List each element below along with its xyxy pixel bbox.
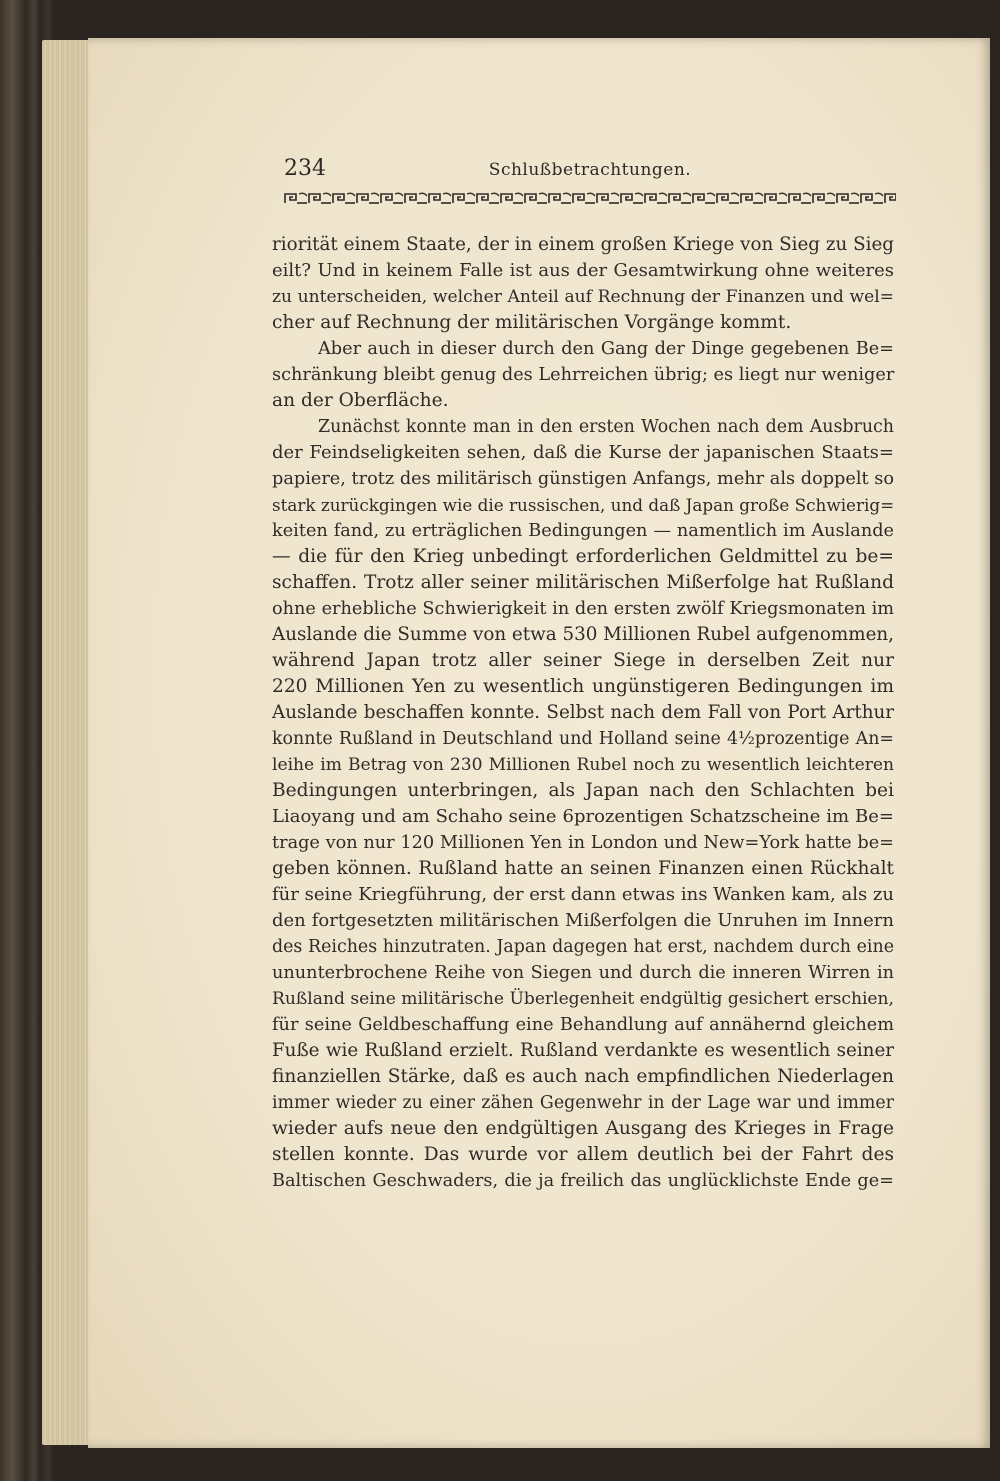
text-line: riorität einem Staate, der in einem großen Kriege von Sieg zu Sieg [272, 234, 894, 255]
text-line: während Japan trotz aller seiner Siege in derselben Zeit nur [272, 650, 894, 671]
text-line: konnte Rußland in Deutschland und Holland seine 4½prozentige An= [272, 729, 894, 749]
text-line: 220 Millionen Yen zu wesentlich ungünstigeren Bedingungen im [272, 676, 894, 697]
text-line: finanziellen Stärke, daß es auch nach empfindlichen Niederlagen [272, 1066, 894, 1087]
text-line: geben können. Rußland hatte an seinen Finanzen einen Rückhalt [272, 858, 894, 879]
text-line: zu unterscheiden, welcher Anteil auf Rechnung der Finanzen und wel= [272, 287, 894, 307]
text-line: — die für den Krieg unbedingt erforderlichen Geldmittel zu be= [272, 546, 894, 567]
text-line: für seine Geldbeschaffung eine Behandlung auf annähernd gleichem [272, 1015, 894, 1035]
text-line: für seine Kriegführung, der erst dann etwas ins Wanken kam, als zu [272, 884, 894, 905]
text-line: leihe im Betrag von 230 Millionen Rubel noch zu wesentlich leichteren [272, 755, 894, 775]
text-line: den fortgesetzten militärischen Mißerfolgen die Unruhen im Innern [272, 910, 894, 931]
text-line: wieder aufs neue den endgültigen Ausgang des Krieges in Frage [272, 1118, 894, 1139]
text-line: Aber auch in dieser durch den Gang der Dinge gegebenen Be= [318, 339, 894, 359]
text-line: stark zurückgingen wie die russischen, und daß Japan große Schwierig= [272, 495, 895, 515]
text-line: stellen konnte. Das wurde vor allem deutlich bei der Fahrt des [272, 1144, 894, 1165]
text-line: Baltischen Geschwaders, die ja freilich das unglücklichste Ende ge= [272, 1171, 894, 1191]
text-line: Auslande die Summe von etwa 530 Millionen Rubel aufgenommen, [272, 624, 894, 645]
text-line: Bedingungen unterbringen, als Japan nach den Schlachten bei [272, 780, 894, 801]
text-line: Fuße wie Rußland erzielt. Rußland verdankte es wesentlich seiner [272, 1040, 894, 1061]
decorative-rule [284, 190, 896, 206]
text-line: eilt? Und in keinem Falle ist aus der Gesamtwirkung ohne weiteres [272, 260, 894, 281]
body-text [272, 232, 894, 1272]
page-number: 234 [284, 156, 326, 181]
text-line: immer wieder zu einer zähen Gegenwehr in der Lage war und immer [272, 1093, 894, 1113]
text-line: schaffen. Trotz aller seiner militärischen Mißerfolge hat Rußland [272, 572, 894, 593]
text-line: cher auf Rechnung der militärischen Vorgänge kommt. [272, 312, 792, 333]
running-title: Schlußbetrachtungen. [488, 160, 692, 180]
text-line: Liaoyang und am Schaho seine 6prozentigen Schatzscheine im Be= [272, 806, 894, 827]
scan-border [990, 0, 1000, 1481]
text-line: schränkung bleibt genug des Lehrreichen übrig; es liegt nur weniger [272, 365, 895, 385]
text-line: ununterbrochene Reihe von Siegen und durch die inneren Wirren in [272, 963, 894, 983]
text-line: Rußland seine militärische Überlegenheit endgültig gesichert erschien, [272, 989, 894, 1009]
text-line: an der Oberfläche. [272, 390, 449, 411]
text-line: keiten fand, zu erträglichen Bedingungen — namentlich im Auslande [272, 521, 894, 541]
text-line: Auslande beschaffen konnte. Selbst nach dem Fall von Port Arthur [272, 702, 894, 723]
page-header [284, 156, 896, 184]
text-line: Zunächst konnte man in den ersten Wochen nach dem Ausbruch [318, 417, 894, 437]
text-line: des Reiches hinzutraten. Japan dagegen hat erst, nachdem durch eine [272, 937, 894, 957]
text-line: der Feindseligkeiten sehen, daß die Kurse der japanischen Staats= [272, 442, 894, 463]
text-line: trage von nur 120 Millionen Yen in London und New=York hatte be= [272, 833, 894, 853]
text-line: papiere, trotz des militärisch günstigen Anfangs, mehr als doppelt so [272, 469, 894, 489]
text-line: ohne erhebliche Schwierigkeit in den ersten zwölf Kriegsmonaten im [272, 599, 894, 619]
